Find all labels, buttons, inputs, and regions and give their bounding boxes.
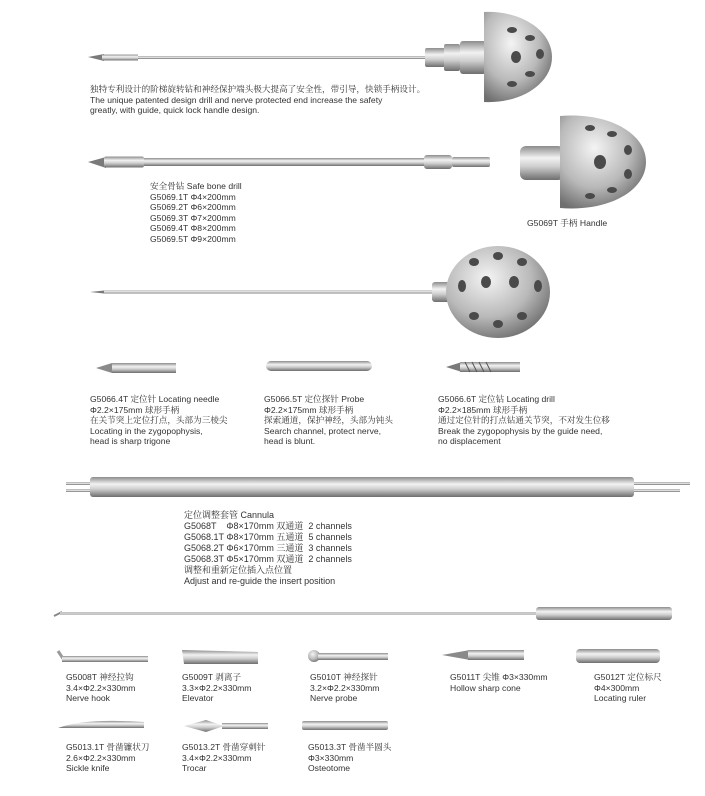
spec-line: G5013.2T 骨凿穿刺针 bbox=[182, 742, 266, 752]
osteotome-illustration bbox=[302, 721, 388, 730]
needle-tip-illustration bbox=[96, 363, 176, 373]
bone-drill-shaft bbox=[88, 155, 490, 169]
description-line: 独特专利设计的阶梯旋转钻和神经保护端头极大提高了安全性，带引导，快锁手柄设计。 bbox=[90, 84, 426, 94]
cannula-illustration bbox=[66, 477, 690, 497]
spec-line: Break the zygopophysis by the guide need, bbox=[438, 425, 603, 436]
drill-description bbox=[90, 84, 425, 116]
description-line: greatly, with guide, quick lock handle design. bbox=[90, 105, 260, 116]
nerve-probe-specs bbox=[310, 672, 379, 704]
cannula-specs bbox=[184, 510, 352, 587]
spec-line: Φ4×300mm bbox=[594, 682, 640, 693]
model-line: G5069.5T Φ9×200mm bbox=[150, 233, 236, 244]
nerve-hook-illustration bbox=[58, 651, 148, 662]
drill-tip-illustration bbox=[446, 362, 520, 372]
locating-drill-specs bbox=[438, 394, 610, 447]
model-line: G5069.3T Φ7×200mm bbox=[150, 212, 236, 223]
spec-line: Locating ruler bbox=[594, 693, 647, 704]
locating-ruler-illustration bbox=[576, 649, 660, 663]
elevator-specs bbox=[182, 672, 251, 704]
trocar-specs bbox=[182, 742, 265, 774]
spec-line: G5011T 尖锥 Φ3×330mm bbox=[450, 672, 548, 682]
probe-tip-illustration bbox=[266, 361, 372, 371]
sharp-cone-specs bbox=[450, 672, 548, 693]
model-line: G5068.3T Φ5×170mm 双通道 2 channels bbox=[184, 554, 352, 564]
spec-line: no displacement bbox=[438, 436, 501, 447]
elevator-illustration bbox=[182, 650, 258, 664]
bone-drill-title: 安全骨钻 Safe bone drill bbox=[150, 181, 242, 191]
spec-line: 3.2×Φ2.2×330mm bbox=[310, 682, 380, 693]
model-line: G5069.1T Φ4×200mm bbox=[150, 191, 236, 202]
osteotome-specs bbox=[308, 742, 391, 774]
spec-line: 通过定位针的打点钻通关节突，不对发生位移 bbox=[438, 415, 610, 426]
model-line: G5068T Φ8×170mm 双通道 2 channels bbox=[184, 521, 352, 531]
spec-line: Φ2.2×185mm 球形手柄 bbox=[438, 404, 528, 415]
handle-label: G5069T 手柄 Handle bbox=[527, 218, 608, 228]
spec-line: G5066.5T 定位探针 Probe bbox=[264, 394, 365, 404]
locating-needle-assembly bbox=[90, 246, 550, 338]
description-line: The unique patented design drill and nerve protected end increase the safety bbox=[90, 94, 383, 105]
cannula-note: 调整和重新定位插入点位置 bbox=[184, 565, 293, 575]
sickle-knife-illustration bbox=[58, 721, 144, 728]
spec-line: head is sharp trigone bbox=[90, 436, 171, 447]
locating-needle-specs bbox=[90, 394, 228, 447]
spec-line: 2.6×Φ2.2×330mm bbox=[66, 752, 136, 763]
spec-line: Osteotome bbox=[308, 763, 351, 774]
spec-line: G5013.1T 骨凿镰状刀 bbox=[66, 742, 150, 752]
nerve-hook-specs bbox=[66, 672, 135, 704]
spec-line: Search channel, protect nerve, bbox=[264, 425, 382, 436]
spec-line: G5010T 神经探针 bbox=[310, 672, 378, 682]
bone-drill-specs bbox=[150, 181, 242, 245]
nerve-probe-illustration bbox=[308, 650, 388, 662]
model-line: G5068.2T Φ6×170mm 三通道 3 channels bbox=[184, 543, 352, 553]
handle-illustration bbox=[520, 116, 646, 209]
model-line: G5069.4T Φ8×200mm bbox=[150, 223, 236, 234]
spec-line: G5066.6T 定位钻 Locating drill bbox=[438, 394, 555, 404]
sharp-cone-illustration bbox=[442, 650, 524, 660]
sickle-knife-specs bbox=[66, 742, 149, 774]
spec-line: Nerve hook bbox=[66, 693, 110, 704]
spec-line: Elevator bbox=[182, 693, 214, 704]
spec-line: Φ2.2×175mm 球形手柄 bbox=[90, 404, 180, 415]
spec-line: Sickle knife bbox=[66, 763, 110, 774]
spec-line: Φ3×330mm bbox=[308, 752, 354, 763]
locating-ruler-specs bbox=[594, 672, 662, 704]
spec-line: 3.4×Φ2.2×330mm bbox=[182, 752, 252, 763]
spec-line: G5009T 剥离子 bbox=[182, 672, 242, 682]
spec-line: Φ2.2×175mm 球形手柄 bbox=[264, 404, 354, 415]
spec-line: head is blunt. bbox=[264, 436, 316, 447]
cannula-note: Adjust and re-guide the insert position bbox=[184, 576, 336, 586]
model-line: G5069.2T Φ6×200mm bbox=[150, 202, 236, 213]
cannula-title: 定位调整套管 Cannula bbox=[184, 510, 275, 520]
probe-specs bbox=[264, 394, 393, 447]
spec-line: 3.4×Φ2.2×330mm bbox=[66, 682, 136, 693]
spec-line: Locating in the zygopophysis, bbox=[90, 425, 203, 436]
spec-line: G5008T 神经拉钩 bbox=[66, 672, 134, 682]
spec-line: Nerve probe bbox=[310, 693, 358, 704]
trocar-illustration bbox=[184, 720, 268, 732]
spec-line: Trocar bbox=[182, 763, 207, 774]
spec-line: G5066.4T 定位针 Locating needle bbox=[90, 394, 220, 404]
spec-line: Hollow sharp cone bbox=[450, 682, 521, 693]
spec-line: G5013.3T 骨凿半圆头 bbox=[308, 742, 392, 752]
spec-line: 在关节突上定位打点，头部为三棱尖 bbox=[90, 415, 228, 426]
spec-line: 3.3×Φ2.2×330mm bbox=[182, 682, 252, 693]
spec-line: 探索通道，保护神经，头部为钝头 bbox=[264, 415, 393, 426]
long-instrument-illustration bbox=[54, 607, 672, 620]
model-line: G5068.1T Φ8×170mm 五通道 5 channels bbox=[184, 532, 352, 542]
spec-line: G5012T 定位标尺 bbox=[594, 672, 662, 682]
